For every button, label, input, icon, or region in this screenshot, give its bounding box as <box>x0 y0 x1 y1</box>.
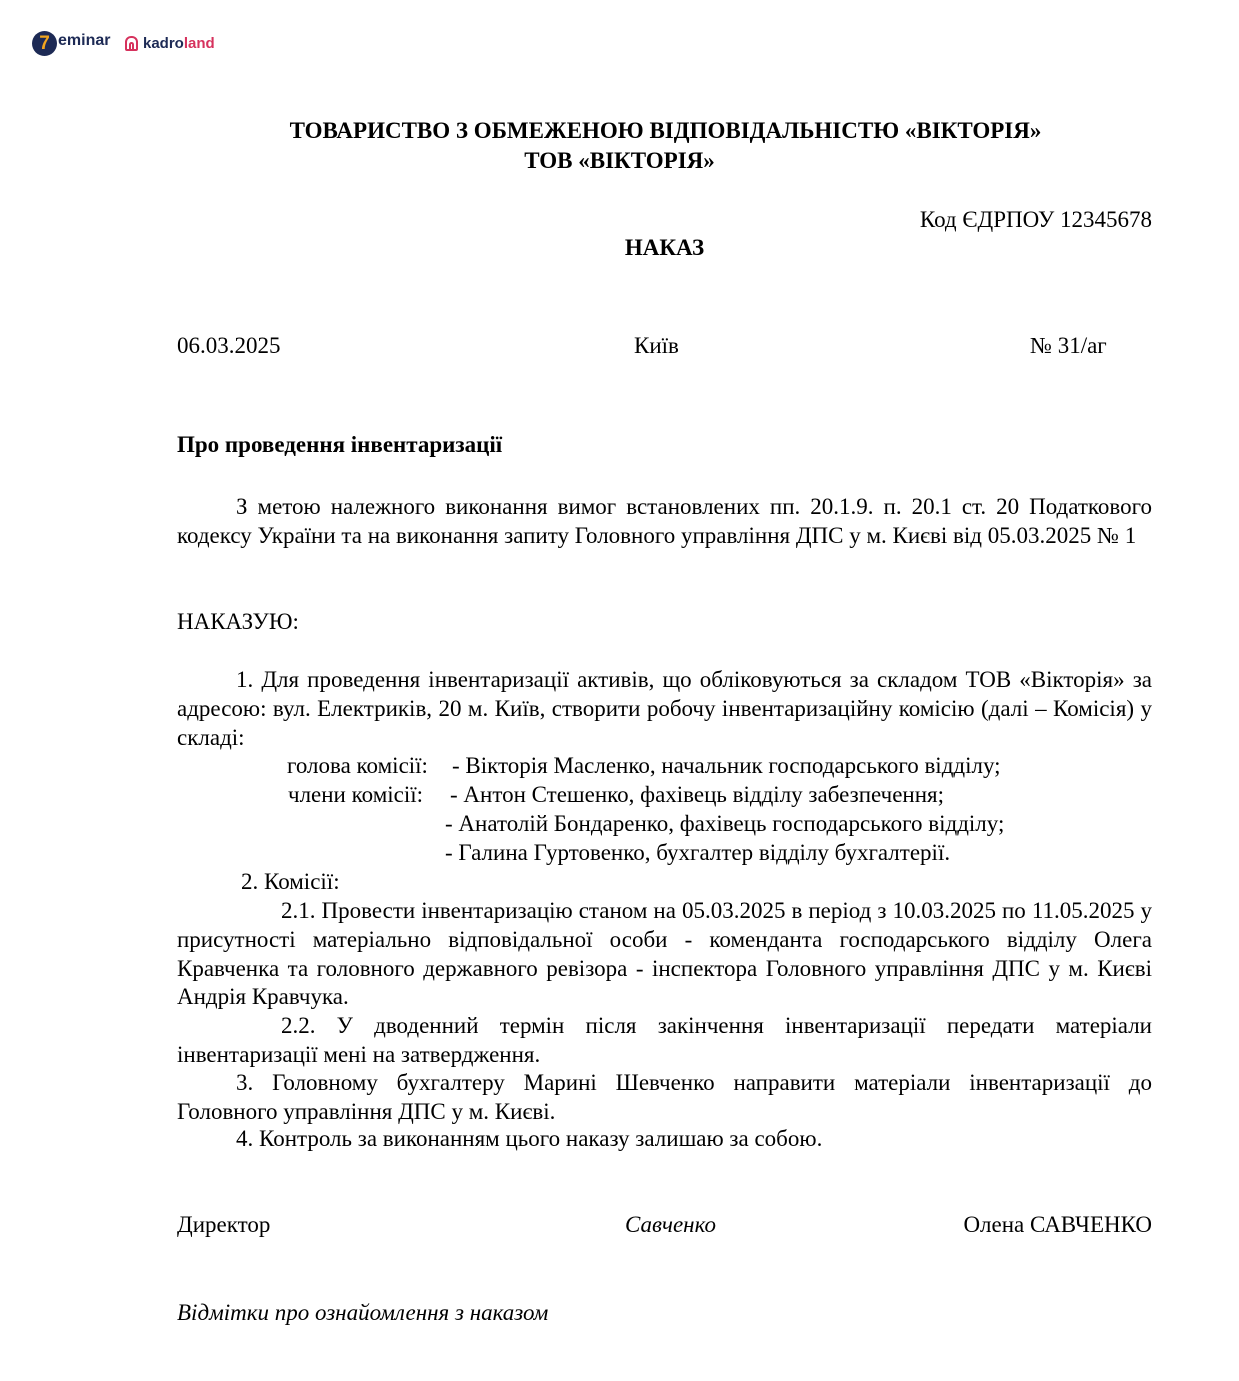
item-3-paragraph: 3. Головному бухгалтеру Марині Шевченко направити матеріали інвентаризації до Головного управління ДПС у м. Києві. <box>177 1070 1152 1124</box>
org-short-name: ТОВ «ВІКТОРІЯ» <box>524 148 715 173</box>
document-title: НАКАЗ <box>624 235 705 260</box>
seminar-logo <box>32 31 110 56</box>
org-full-name: ТОВАРИСТВО З ОБМЕЖЕНОЮ ВІДПОВІДАЛЬНІСТЮ «ВІКТОРІЯ» <box>289 118 1042 143</box>
preamble-paragraph: З метою належного виконання вимог встановлених пп. 20.1.9. п. 20.1 ст. 20 Податкового кодексу України та на виконання запиту Головного управління ДПС у м. Києві від 05.03.2025 № 1 <box>177 494 1152 548</box>
kadroland-logo-text-2: land <box>183 35 215 52</box>
signature-handwritten: Савченко <box>625 1212 716 1237</box>
signer-name: Олена САВЧЕНКО <box>963 1212 1152 1237</box>
member-2: - Анатолій Бондаренко, фахівець господарського відділу; <box>445 811 1005 836</box>
members-label: члени комісії: <box>288 782 424 807</box>
order-city: Київ <box>634 333 679 358</box>
seminar-logo-text: eminar <box>58 31 111 49</box>
order-date: 06.03.2025 <box>177 333 281 358</box>
kadroland-house-icon <box>125 36 138 51</box>
item-2-1-paragraph: 2.1. Провести інвентаризацію станом на 05.03.2025 в період з 10.03.2025 по 11.05.2025 у присутності матеріально відповідальної особи - коменданта господарського відділу Олега Кравченка та головного державного ревізора - інспектора Головного управління ДПС у м. Києві Андрія Кравчука. <box>177 898 1152 1010</box>
acknowledgement-note: Відмітки про ознайомлення з наказом <box>177 1300 549 1325</box>
item-1-paragraph: 1. Для проведення інвентаризації активів, що обліковуються за складом ТОВ «Вікторія» за адресою: вул. Електриків, 20 м. Київ, створити робочу інвентаризаційну комісію (далі – Комісія) у складі: <box>177 667 1152 750</box>
item-4-paragraph: 4. Контроль за виконанням цього наказу залишаю за собою. <box>236 1126 823 1151</box>
edrpou-code: Код ЄДРПОУ 12345678 <box>919 207 1152 232</box>
item-2-2-paragraph: 2.2. У дводенний термін після закінчення інвентаризації передати матеріали інвентаризації мені на затвердження. <box>177 1013 1152 1067</box>
seminar-logo-digit: 7 <box>32 31 57 56</box>
signer-position: Директор <box>177 1212 271 1237</box>
chair-value: - Вікторія Масленко, начальник господарського відділу; <box>452 753 1001 778</box>
order-number: № 31/аг <box>1030 333 1107 358</box>
chair-label: голова комісії: <box>287 753 428 778</box>
item-2-heading: 2. Комісії: <box>241 869 340 894</box>
kadroland-logo <box>125 35 215 52</box>
kadroland-logo-text-1: kadro <box>143 35 184 52</box>
member-3: - Галина Гуртовенко, бухгалтер відділу бухгалтерії. <box>445 840 951 865</box>
order-subject: Про проведення інвентаризації <box>177 432 503 457</box>
order-word: НАКАЗУЮ: <box>177 609 299 634</box>
member-1: - Антон Стешенко, фахівець відділу забезпечення; <box>450 782 944 807</box>
